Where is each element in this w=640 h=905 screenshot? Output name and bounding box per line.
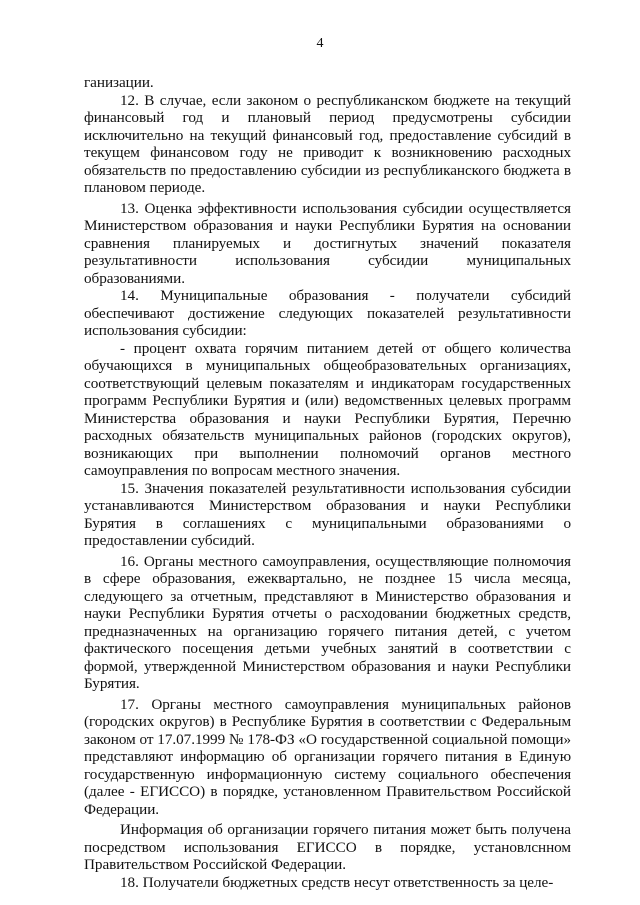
paragraph-18: 18. Получатели бюджетных средств несут ответственность за целе- <box>120 873 554 891</box>
paragraph-17-information: Информация об организации горячего питания может быть получена посредством использования ЕГИССО в порядке, установлснном Правительством Российской Федерации. <box>84 821 571 873</box>
paragraph-13: 13. Оценка эффективности использования субсидии осуществляется Министерством образования и науки Республики Бурятия на основании сравнения планируемых и достигнутых значений показателя результативности использования субсидии муниципальных образованиями. <box>84 199 571 287</box>
paragraph-17: 17. Органы местного самоуправления муниципальных районов (городских округов) в Республике Бурятия в соответствии с Федеральным законом от 17.07.1999 № 178-ФЗ «О государственной социальной помощи» представляют информацию об организации горячего питания в Единую государственную информационную систему социального обеспечения (далее - ЕГИССО) в порядке, установленном Правительством Российской Федерации. <box>84 695 571 818</box>
paragraph-16: 16. Органы местного самоуправления, осуществляющие полномочия в сфере образования, ежеквартально, не позднее 15 числа месяца, следующего за отчетным, представляют в Министерство образования и науки Республики Бурятия отчеты о расходовании бюджетных средств, предназначенных на организацию горячего питания детей, с учетом фактического посещения детьми учебных занятий в соответствии с формой, утвержденной Министерством образования и науки Республики Бурятия. <box>84 552 571 692</box>
paragraph-continuation: ганизации. <box>84 74 154 91</box>
paragraph-14-list-item: - процент охвата горячим питанием детей от общего количества обучающихся в муниципальных общеобразовательных организациях, соответствующий целевым показателям и индикаторам государственных программ Республики Бурятия и (или) ведомственных целевых программ Министерства образования и науки Республики Бурятия, Перечню расходных обязательств муниципальных районов (городских округов), возникающих при выполнении полномочий органов местного самоуправления по вопросам местного значения. <box>84 339 571 479</box>
page-number: 4 <box>316 36 324 51</box>
document-body <box>84 74 571 891</box>
paragraph-14: 14. Муниципальные образования - получатели субсидий обеспечивают достижение следующих показателей результативности использования субсидии: <box>84 287 571 339</box>
paragraph-15: 15. Значения показателей результативности использования субсидии устанавливаются Министерством образования и науки Республики Бурятия в соглашениях с муниципальными образованиями о предоставлении субсидий. <box>84 479 571 549</box>
paragraph-12: 12. В случае, если законом о республиканском бюджете на текущий финансовый год и плановый период предусмотрены субсидии исключительно на текущий финансовый год, предоставление субсидий в текущем финансовом году не приводит к возникновению расходных обязательств по предоставлению субсидии из республиканского бюджета в плановом периоде. <box>84 91 571 196</box>
